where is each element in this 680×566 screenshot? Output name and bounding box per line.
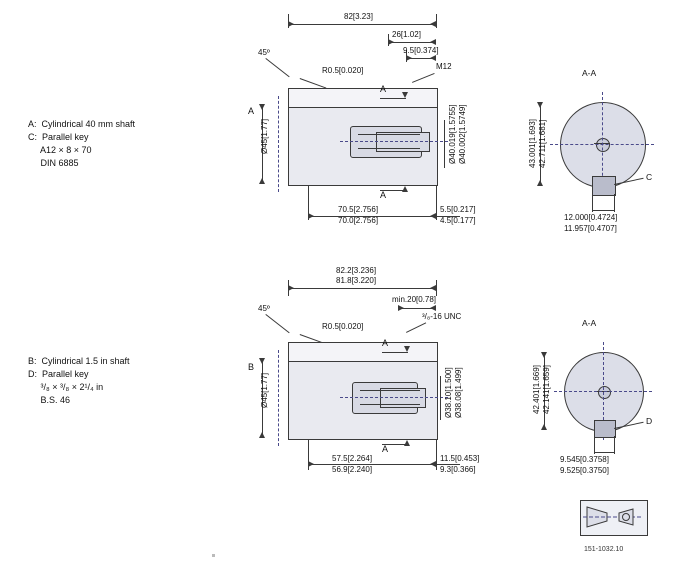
dim-26-top: 26[1.02] <box>392 30 421 39</box>
dim-shaft-dia-bottom: Ø45[1.77] <box>260 372 269 408</box>
dim-end-lower-bottom: 9.3[0.366] <box>440 465 476 474</box>
thread-note-bottom: ³/₈-16 UNC <box>422 312 462 321</box>
radius-note-top: R0.5[0.020] <box>322 66 364 75</box>
thread-note-top: M12 <box>436 62 452 71</box>
dim-len-lower-bottom: 56.9[2.240] <box>332 465 373 474</box>
dim-overall-upper-bottom: 82.2[3.236] <box>336 266 377 275</box>
dim-key-upper-top-section: 12.000[0.4724] <box>564 213 618 222</box>
dim-v-lower-bottom-section: 42.141[1.659] <box>542 365 551 414</box>
first-angle-projection-symbol <box>580 500 648 536</box>
legend-bottom-line-1: B: Cylindrical 1.5 in shaft <box>28 356 130 366</box>
dim-bore-upper-bottom: Ø38.10[1.500] <box>444 367 453 418</box>
sheet-tick <box>212 554 215 557</box>
drawing-number: 151-1032.10 <box>584 546 624 553</box>
dim-9p5-top: 9.5[0.374] <box>403 46 439 55</box>
dim-end-lower-top: 4.5[0.177] <box>440 216 476 225</box>
legend-top-line-4: DIN 6885 <box>28 158 79 168</box>
dim-v-lower-top-section: 42.711[1.681] <box>538 119 547 168</box>
legend-bottom-line-2: D: Parallel key <box>28 369 89 379</box>
dim-key-lower-bottom-section: 9.525[0.3750] <box>560 466 609 475</box>
dim-len-upper-top: 70.5[2.756] <box>338 205 379 214</box>
dim-end-upper-top: 5.5[0.217] <box>440 205 476 214</box>
dim-len-upper-bottom: 57.5[2.264] <box>332 454 373 463</box>
callout-c: C <box>646 172 653 182</box>
section-mark-bottom-2: A <box>382 444 389 454</box>
dim-overall-top: 82[3.23] <box>344 12 373 21</box>
dim-end-upper-bottom: 11.5[0.453] <box>440 454 480 463</box>
top-section-view <box>520 60 670 250</box>
legend-top <box>28 118 135 170</box>
legend-bottom-line-4: B.S. 46 <box>28 395 71 405</box>
bottom-section-view <box>520 310 670 490</box>
top-view <box>240 0 480 250</box>
dim-v-upper-bottom-section: 42.401[1.669] <box>532 365 541 414</box>
section-mark-top-2: A <box>380 190 387 200</box>
dim-bore-lower-top: Ø40.002[1.5749] <box>458 104 467 164</box>
dim-overall-lower-bottom: 81.8[3.220] <box>336 276 377 285</box>
angle-label-top: 45º <box>258 48 270 57</box>
legend-top-line-3: A12 × 8 × 70 <box>28 145 92 155</box>
section-mark-bottom-1: A <box>382 338 389 348</box>
dim-bore-lower-bottom: Ø38.08[1.499] <box>454 367 463 418</box>
view-label-bottom-b: B <box>248 362 255 372</box>
view-label-top-a: A <box>248 106 255 116</box>
legend-bottom <box>28 355 130 407</box>
callout-d: D <box>646 416 653 426</box>
section-mark-top-1: A <box>380 84 387 94</box>
bottom-view <box>240 258 480 498</box>
legend-top-line-1: A: Cylindrical 40 mm shaft <box>28 119 136 129</box>
radius-note-bottom: R0.5[0.020] <box>322 322 364 331</box>
angle-label-bottom: 45º <box>258 304 270 313</box>
dim-len-lower-top: 70.0[2.756] <box>338 216 379 225</box>
dim-bore-upper-top: Ø40.019[1.5755] <box>448 104 457 164</box>
dim-v-upper-top-section: 43.001[1.693] <box>528 119 537 168</box>
legend-top-line-2: C: Parallel key <box>28 132 89 142</box>
dim-key-lower-top-section: 11.957[0.4707] <box>564 224 617 233</box>
section-title-top: A-A <box>582 68 597 78</box>
section-title-bottom: A-A <box>582 318 597 328</box>
dim-shaft-dia-top: Ø45[1.77] <box>260 118 269 154</box>
dim-min20-bottom: min.20[0.78] <box>392 295 437 304</box>
legend-bottom-line-3: ³/₈ × ³/₈ × 2¹/₄ in <box>28 382 104 392</box>
dim-key-upper-bottom-section: 9.545[0.3758] <box>560 455 609 464</box>
